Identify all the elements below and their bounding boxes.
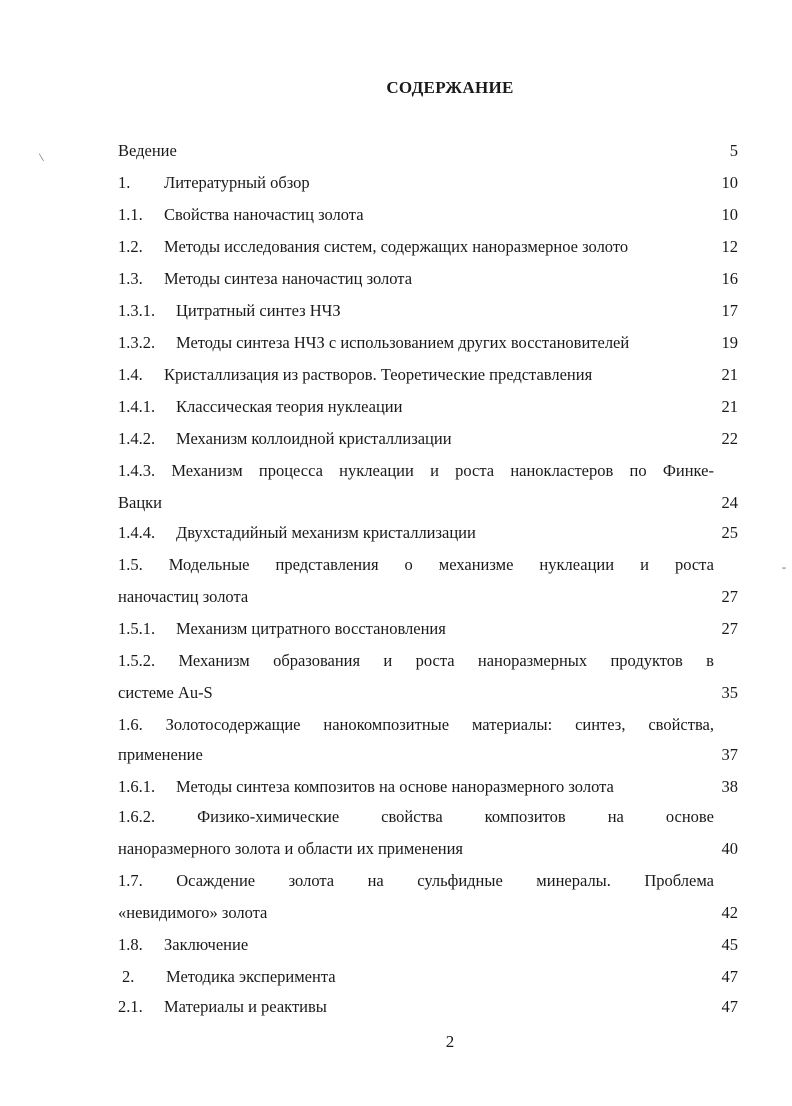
toc-entry-word: свойства, [648, 715, 714, 734]
toc-entry-number: 1.3.2. [118, 333, 156, 352]
toc-entry [118, 396, 738, 418]
toc-entry-word: минералы. [536, 871, 611, 890]
toc-entry-word: представления [275, 555, 379, 574]
toc-entry-word: нуклеации [339, 461, 414, 480]
toc-entry [118, 300, 738, 322]
toc-entry-word: и [383, 651, 393, 670]
toc-entry-number: 1.4.2. [118, 429, 156, 448]
toc-entry [118, 522, 738, 544]
toc-entry-number: 1.4.1. [118, 397, 156, 416]
toc-entry [118, 966, 738, 988]
pen-mark: / [34, 151, 48, 163]
toc-entry-number: 1.6.1. [118, 777, 156, 796]
toc-entry-page: 40 [721, 839, 738, 858]
toc-entry-word: основе [665, 807, 714, 826]
toc-entry-word: нуклеации [539, 555, 615, 574]
toc-entry-text: применение [118, 745, 203, 764]
toc-entry-page: 17 [721, 301, 738, 320]
toc-entry-word: механизме [438, 555, 514, 574]
toc-entry-number: 1.7. [118, 871, 143, 890]
toc-entry-word: процесса [258, 461, 323, 480]
toc-entry-text: Классическая теория нуклеации [176, 397, 403, 416]
toc-entry-text: Механизм коллоидной кристаллизации [176, 429, 452, 448]
toc-entry-word: Золотосодержащие [165, 715, 301, 734]
toc-entry-number: 1.2. [118, 237, 143, 256]
toc-entry-text: Цитратный синтез НЧЗ [176, 301, 341, 320]
toc-entry-page: 21 [721, 397, 738, 416]
toc-entry-text: системе Au-S [118, 683, 213, 702]
toc-entry-line [118, 650, 714, 672]
toc-entry-page: 10 [721, 173, 738, 192]
toc-entry [118, 268, 738, 290]
toc-entry-word: Осаждение [176, 871, 256, 890]
toc-entry-word: по [629, 461, 647, 480]
toc-entry-line [118, 554, 714, 576]
toc-entry-word: на [367, 871, 384, 890]
toc-entry-page: 24 [721, 493, 738, 512]
toc-entry [118, 934, 738, 956]
toc-entry-word: Финке- [662, 461, 714, 480]
toc-entry-word: в [706, 651, 714, 670]
toc-entry-page: 47 [721, 997, 738, 1016]
toc-entry-continuation [118, 682, 738, 704]
toc-entry-word: Проблема [644, 871, 714, 890]
toc-entry [118, 996, 738, 1018]
page-title: СОДЕРЖАНИЕ [386, 78, 514, 97]
toc-entry-page: 19 [721, 333, 738, 352]
toc-entry-number: 1.5.2. [118, 651, 156, 670]
toc-entry-text: Ведение [118, 141, 177, 160]
toc-entry-word: Модельные [168, 555, 250, 574]
toc-entry-number: 1.3.1. [118, 301, 156, 320]
toc-entry-text: наноразмерного золота и области их применения [118, 839, 464, 858]
toc-entry-text: Материалы и реактивы [164, 997, 327, 1016]
toc-entry [118, 428, 738, 450]
toc-entry-text: Вацки [118, 493, 163, 512]
toc-entry-text: наночастиц золота [118, 587, 249, 606]
toc-entry [118, 364, 738, 386]
toc-entry-continuation [118, 838, 738, 860]
toc-entry-number: 2. [122, 967, 135, 986]
toc-entry [118, 140, 738, 162]
toc-entry-text: Двухстадийный механизм кристаллизации [176, 523, 476, 542]
toc-entry-page: 5 [729, 141, 738, 160]
toc-entry-number: 1. [118, 173, 131, 192]
toc-entry-word: сульфидные [417, 871, 503, 890]
toc-entry-text: Методы исследования систем, содержащих наноразмерное золото [164, 237, 629, 256]
toc-entry-page: 45 [721, 935, 738, 954]
toc-entry-word: нанокомпозитные [323, 715, 450, 734]
toc-entry-word: о [404, 555, 413, 574]
toc-entry-word: композитов [484, 807, 566, 826]
toc-entry [118, 204, 738, 226]
toc-entry-continuation [118, 492, 738, 514]
page-number: 2 [445, 1032, 455, 1051]
toc-entry-word: свойства [381, 807, 443, 826]
toc-entry-word: Механизм [178, 651, 250, 670]
toc-entry-text: Свойства наночастиц золота [164, 205, 364, 224]
toc-entry-text: Методы синтеза наночастиц золота [164, 269, 413, 288]
toc-entry-number: 1.4. [118, 365, 143, 384]
toc-entry-word: продуктов [610, 651, 683, 670]
toc-entry-word: образования [273, 651, 361, 670]
toc-entry-page: 38 [721, 777, 738, 796]
toc-entry-page: 10 [721, 205, 738, 224]
toc-entry-word: на [607, 807, 624, 826]
toc-entry-number: 1.8. [118, 935, 143, 954]
toc-entry-number: 1.1. [118, 205, 143, 224]
toc-entry-page: 35 [721, 683, 738, 702]
toc-entry-number: 1.5. [118, 555, 143, 574]
toc-entry-text: «невидимого» золота [118, 903, 268, 922]
toc-entry-page: 16 [721, 269, 738, 288]
toc-entry-word: Физико-химические [197, 807, 340, 826]
toc-entry-number: 1.6. [118, 715, 143, 734]
toc-entry-number: 1.4.4. [118, 523, 156, 542]
toc-entry [118, 172, 738, 194]
toc-entry-text: Заключение [164, 935, 249, 954]
toc-entry [118, 776, 738, 798]
toc-entry-word: материалы: [471, 715, 553, 734]
toc-entry-word: наноразмерных [477, 651, 588, 670]
toc-entry-word: роста [455, 461, 495, 480]
toc-entry-word: Механизм [171, 461, 243, 480]
toc-entry-continuation [118, 902, 738, 924]
toc-entry-text: Кристаллизация из растворов. Теоретические представления [164, 365, 593, 384]
toc-entry [118, 332, 738, 354]
toc-entry-text: Литературный обзор [164, 173, 310, 192]
toc-entry [118, 236, 738, 258]
toc-entry-line [118, 714, 714, 736]
toc-entry-page: 27 [721, 587, 738, 606]
toc-entry-word: и [430, 461, 439, 480]
toc-entry-continuation [118, 586, 738, 608]
toc-entry-text: Методы синтеза НЧЗ с использованием других восстановителей [176, 333, 630, 352]
toc-entry-word: роста [415, 651, 455, 670]
toc-entry-word: и [640, 555, 649, 574]
toc-entry-page: 27 [721, 619, 738, 638]
toc-entry-word: синтез, [575, 715, 626, 734]
toc-entry-number: 1.4.3. [118, 461, 156, 480]
toc-entry-page: 22 [721, 429, 738, 448]
toc-entry-page: 12 [721, 237, 738, 256]
toc-entry-line [118, 806, 714, 828]
toc-entry-word: золота [288, 871, 335, 890]
toc-entry-page: 37 [721, 745, 738, 764]
toc-entry-page: 25 [721, 523, 738, 542]
toc-entry-text: Механизм цитратного восстановления [176, 619, 446, 638]
toc-entry-page: 42 [721, 903, 738, 922]
toc-entry-continuation [118, 744, 738, 766]
toc-entry-line [118, 870, 714, 892]
toc-entry-text: Методы синтеза композитов на основе наноразмерного золота [176, 777, 614, 796]
scan-speck: - [782, 560, 786, 574]
toc-entry-number: 1.3. [118, 269, 143, 288]
toc-entry-page: 21 [721, 365, 738, 384]
toc-entry-number: 2.1. [118, 997, 143, 1016]
toc-entry-number: 1.6.2. [118, 807, 156, 826]
toc-entry-text: Методика эксперимента [166, 967, 336, 986]
toc-entry-number: 1.5.1. [118, 619, 156, 638]
toc-entry-word: роста [674, 555, 714, 574]
toc-entry [118, 618, 738, 640]
toc-entry-page: 47 [721, 967, 738, 986]
toc-entry-word: нанокластеров [510, 461, 614, 480]
toc-entry-line [118, 460, 714, 482]
